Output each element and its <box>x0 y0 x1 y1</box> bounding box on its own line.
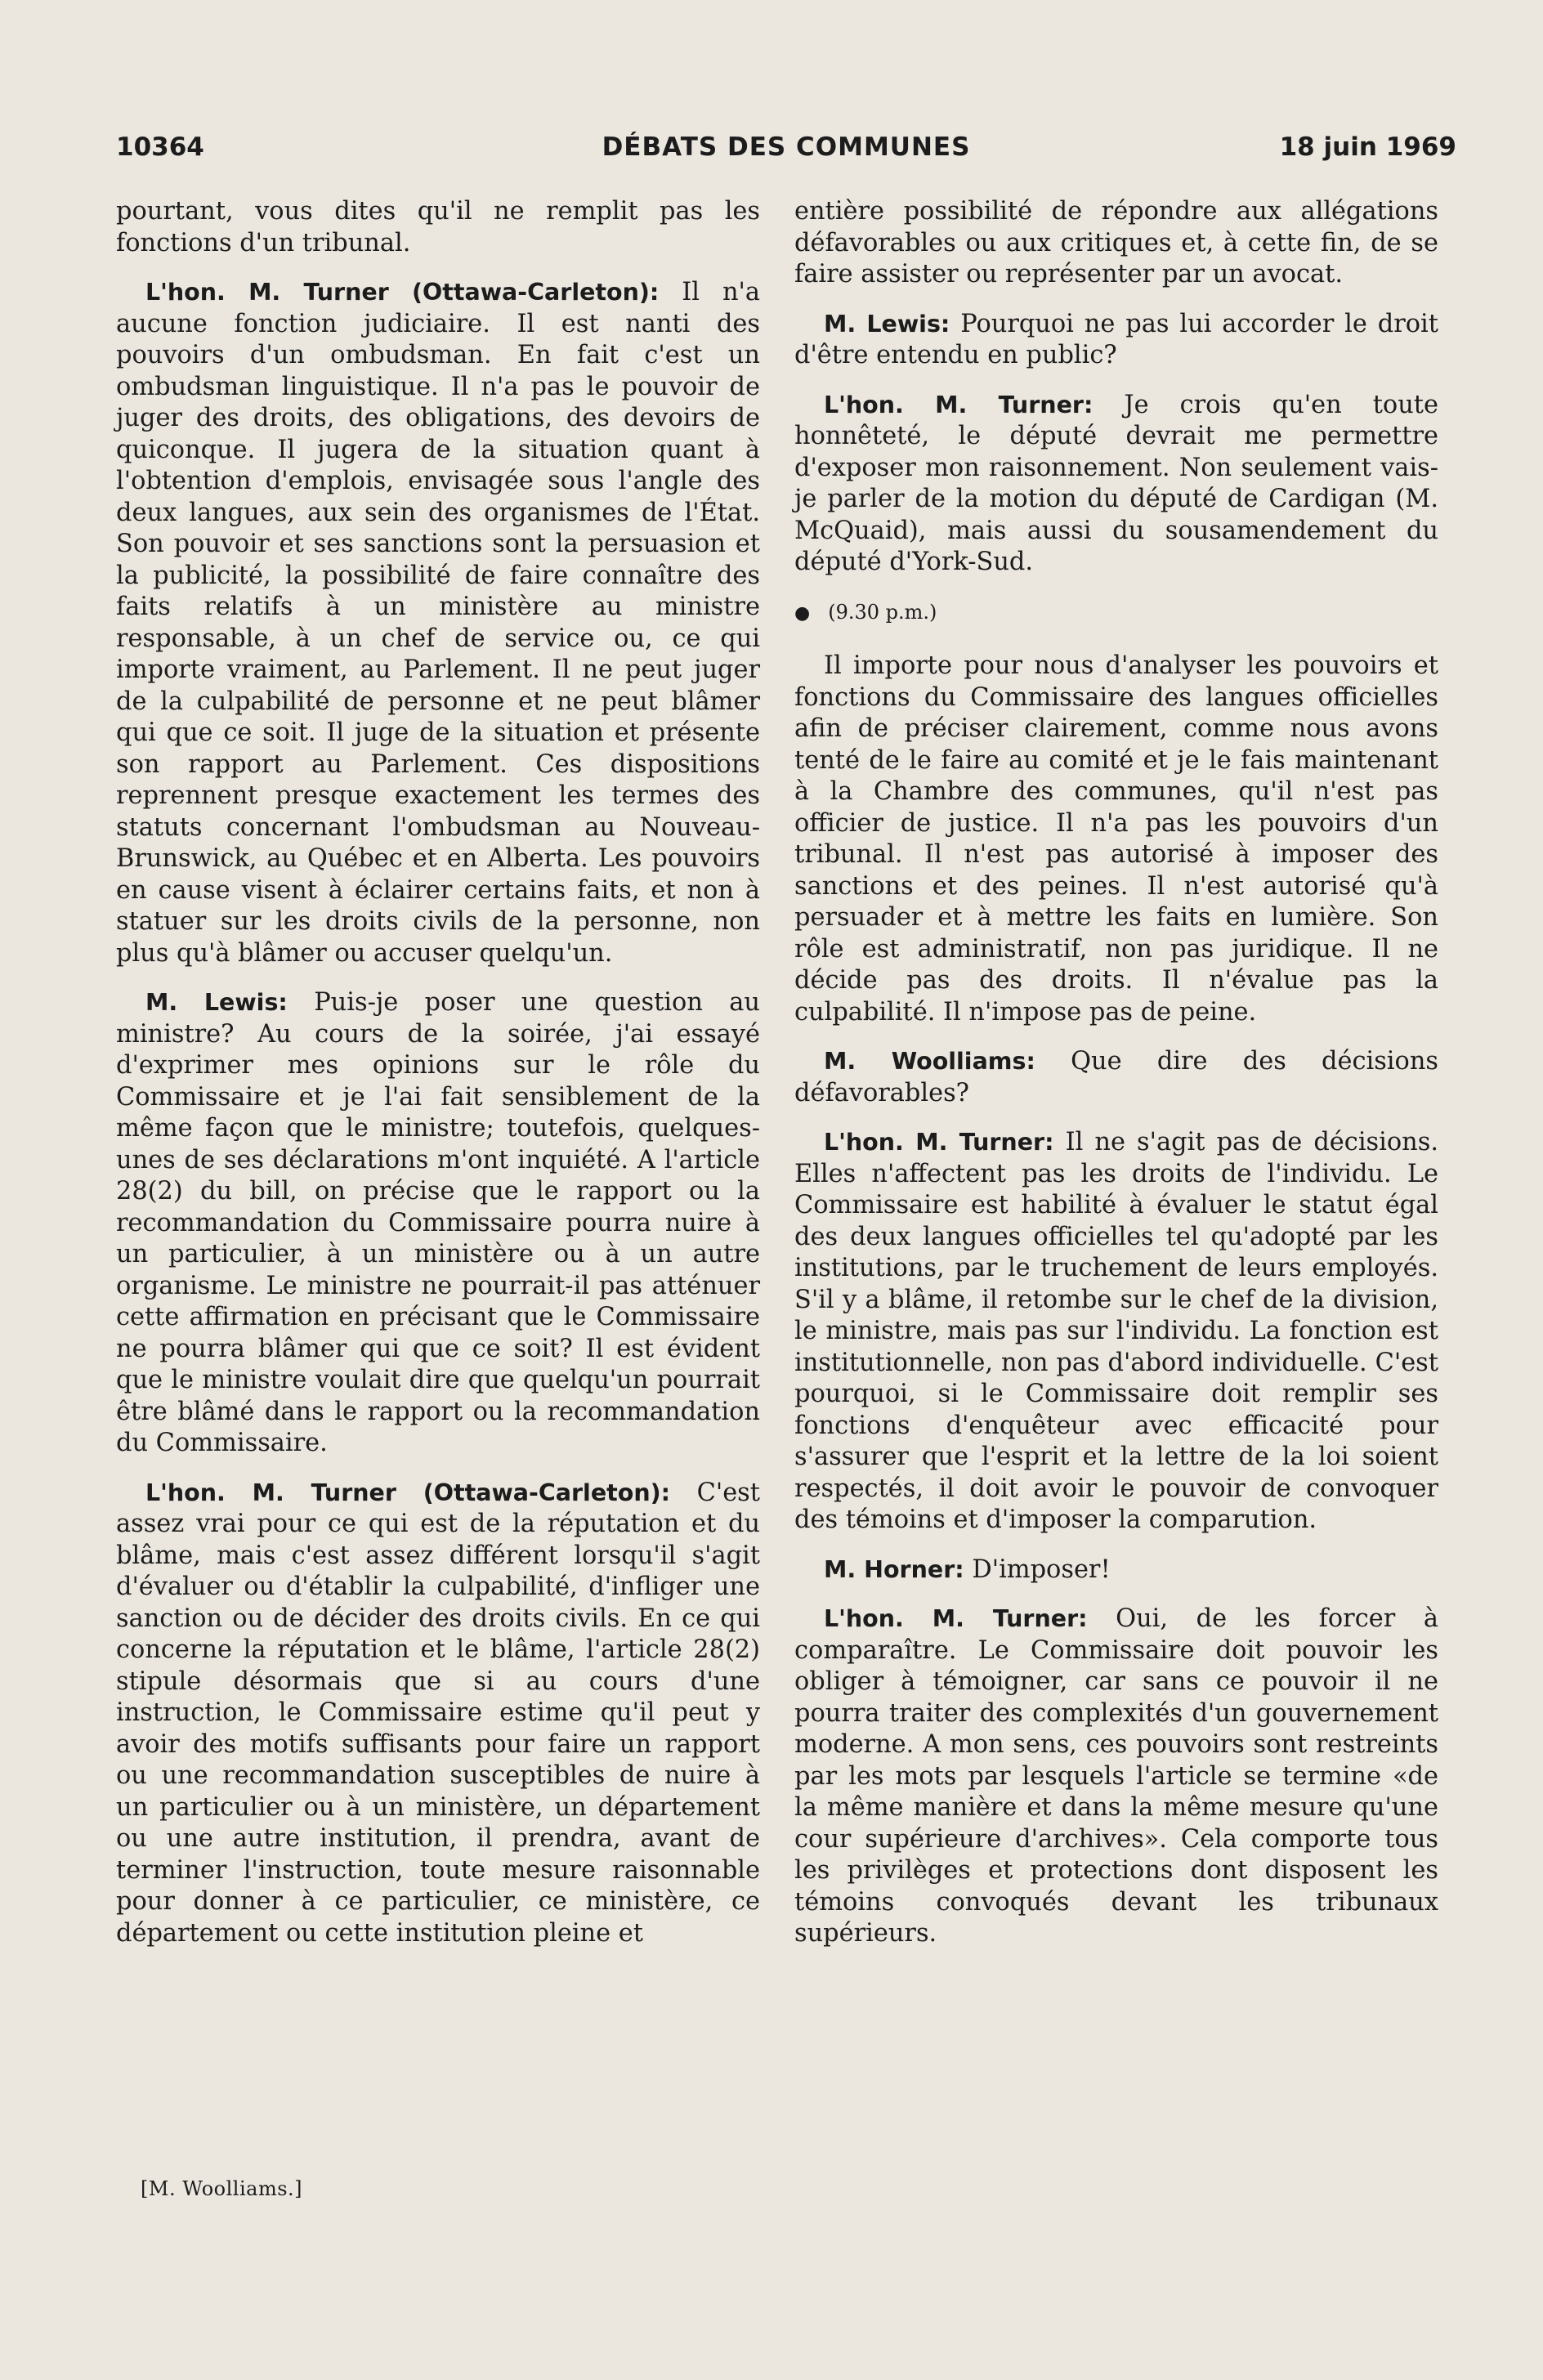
speaker-name: L'hon. M. Turner: <box>824 1129 1054 1156</box>
paragraph-text: Je crois qu'en toute honnêteté, le député devrait me permettre d'exposer mon raisonnement. Non seulement vais-je parler de la motion du député de Cardigan (M. McQuaid), mais aussi du sousamendement du député d'York-Sud. <box>794 390 1438 576</box>
page-number: 10364 <box>116 132 204 162</box>
paragraph-text: pourtant, vous dites qu'il ne remplit pas les fonctions d'un tribunal. <box>116 197 760 257</box>
page-date: 18 juin 1969 <box>1279 132 1456 162</box>
paragraph <box>794 1604 1438 1950</box>
paragraph <box>116 196 760 259</box>
paragraph-text: Oui, de les forcer à comparaître. Le Commissaire doit pouvoir les obliger à témoigner, car sans ce pouvoir il ne pourra traiter des complexités d'un gouvernement moderne. A mon sens, ces pouvoirs sont restreints par les mots par lesquels l'article se termine «de la même manière et dans la même mesure qu'une cour supérieure d'archives». Cela comporte tous les privilèges et protections dont disposent les témoins convoqués devant les tribunaux supérieurs. <box>794 1604 1438 1948</box>
paragraph <box>116 1478 760 1950</box>
speaker-name: L'hon. M. Turner (Ottawa-Carleton): <box>145 1479 671 1506</box>
paragraph-text: Il importe pour nous d'analyser les pouvoirs et fonctions du Commissaire des langues officielles afin de préciser clairement, comme nous avons tenté de le faire au comité et je le fais maintenant à la Chambre des communes, qu'il n'est pas officier de justice. Il n'a pas les pouvoirs d'un tribunal. Il n'est pas autorisé à imposer des sanctions et des peines. Il n'est autorisé qu'à persuader et à mettre les faits en lumière. Son rôle est administratif, non pas juridique. Il ne décide pas des droits. Il n'évalue pas la culpabilité. Il n'impose pas de peine. <box>794 651 1438 1027</box>
footer-note: [M. Woolliams.] <box>141 2177 303 2200</box>
paragraph-text: Il ne s'agit pas de décisions. Elles n'affectent pas les droits de l'individu. Le Commissaire est habilité à évaluer le statut égal des deux langues officielles tel qu'adopté par les institutions, par le truchement de leurs employés. S'il y a blâme, il retombe sur le chef de la division, le ministre, mais pas sur l'individu. La fonction est institutionnelle, non pas d'abord individuelle. C'est pourquoi, si le Commissaire doit remplir ses fonctions d'enquêteur avec efficacité pour s'assurer que l'esprit et la lettre de la loi soient respectés, il doit avoir le pouvoir de convoquer des témoins et d'imposer la comparution. <box>794 1128 1438 1534</box>
speaker-name: M. Lewis: <box>824 310 950 338</box>
running-title: DÉBATS DES COMMUNES <box>602 132 971 162</box>
speaker-name: M. Woolliams: <box>824 1048 1035 1075</box>
left-column <box>116 196 760 1967</box>
paragraph <box>794 196 1438 291</box>
paragraph-text: Puis-je poser une question au ministre? Au cours de la soirée, j'ai essayé d'exprimer mes opinions sur le rôle du Commissaire et je l'ai fait sensiblement de la même façon que le ministre; toutefois, quelques-unes de ses déclarations m'ont inquiété. A l'article 28(2) du bill, on précise que le rapport ou la recommandation du Commissaire pourra nuire à un particulier, à un ministère ou à un autre organisme. Le ministre ne pourrait-il pas atténuer cette affirmation en précisant que le Commissaire ne pourra blâmer qui que ce soit? Il est évident que le ministre voulait dire que quelqu'un pourrait être blâmé dans le rapport ou la recommandation du Commissaire. <box>116 988 760 1457</box>
paragraph-text: D'imposer! <box>972 1555 1111 1584</box>
time-marker-text: (9.30 p.m.) <box>828 600 937 624</box>
paragraph-text: C'est assez vrai pour ce qui est de la réputation et du blâme, mais c'est assez différent lorsqu'il s'agit d'évaluer ou d'établir la culpabilité, d'infliger une sanction ou de décider des droits civils. En ce qui concerne la réputation et le blâme, l'article 28(2) stipule désormais que si au cours d'une instruction, le Commissaire estime qu'il peut y avoir des motifs suffisants pour faire un rapport ou une recommandation susceptibles de nuire à un particulier ou à un ministère, un département ou une autre institution, il prendra, avant de terminer l'instruction, toute mesure raisonnable pour donner à ce particulier, ce ministère, ce département ou cette institution pleine et <box>116 1478 760 1948</box>
speaker-name: M. Lewis: <box>145 989 288 1016</box>
time-marker <box>794 597 1438 630</box>
paragraph <box>794 1555 1438 1586</box>
paragraph <box>794 390 1438 579</box>
page-header <box>116 132 1456 172</box>
speaker-name: L'hon. M. Turner (Ottawa-Carleton): <box>145 279 660 306</box>
paragraph-text: Il n'a aucune fonction judiciaire. Il est nanti des pouvoirs d'un ombudsman. En fait c'est un ombudsman linguistique. Il n'a pas le pouvoir de juger des droits, des obligations, des devoirs de quiconque. Il jugera de la situation quant à l'obtention d'emplois, envisagée sous l'angle des deux langues, aux sein des organismes de l'État. Son pouvoir et ses sanctions sont la persuasion et la publicité, la possibilité de faire connaître des faits relatifs à un ministère au ministre responsable, à un chef de service ou, ce qui importe vraiment, au Parlement. Il ne peut juger de la culpabilité de personne et ne peut blâmer qui que ce soit. Il juge de la situation et présente son rapport au Parlement. Ces dispositions reprennent presque exactement les termes des statuts concernant l'ombudsman au Nouveau-Brunswick, au Québec et en Alberta. Les pouvoirs en cause visent à éclairer certains faits, et non à statuer sur les droits civils de la personne, non plus qu'à blâmer ou accuser quelqu'un. <box>116 278 760 968</box>
paragraph <box>116 277 760 969</box>
paragraph <box>794 651 1438 1028</box>
bullet-icon: ● <box>794 602 811 624</box>
speaker-name: M. Horner: <box>824 1555 964 1583</box>
paragraph <box>794 1046 1438 1109</box>
speaker-name: L'hon. M. Turner: <box>824 391 1094 418</box>
paragraph-text: entière possibilité de répondre aux allégations défavorables ou aux critiques et, à cette fin, de se faire assister ou représenter par un avocat. <box>794 197 1438 289</box>
paragraph-text: Que dire des décisions défavorables? <box>794 1047 1438 1107</box>
paragraph-text: Pourquoi ne pas lui accorder le droit d'être entendu en public? <box>794 309 1438 369</box>
paragraph <box>794 1127 1438 1537</box>
paragraph <box>116 987 760 1460</box>
right-column <box>794 196 1438 1968</box>
speaker-name: L'hon. M. Turner: <box>824 1605 1088 1632</box>
paragraph <box>794 309 1438 372</box>
